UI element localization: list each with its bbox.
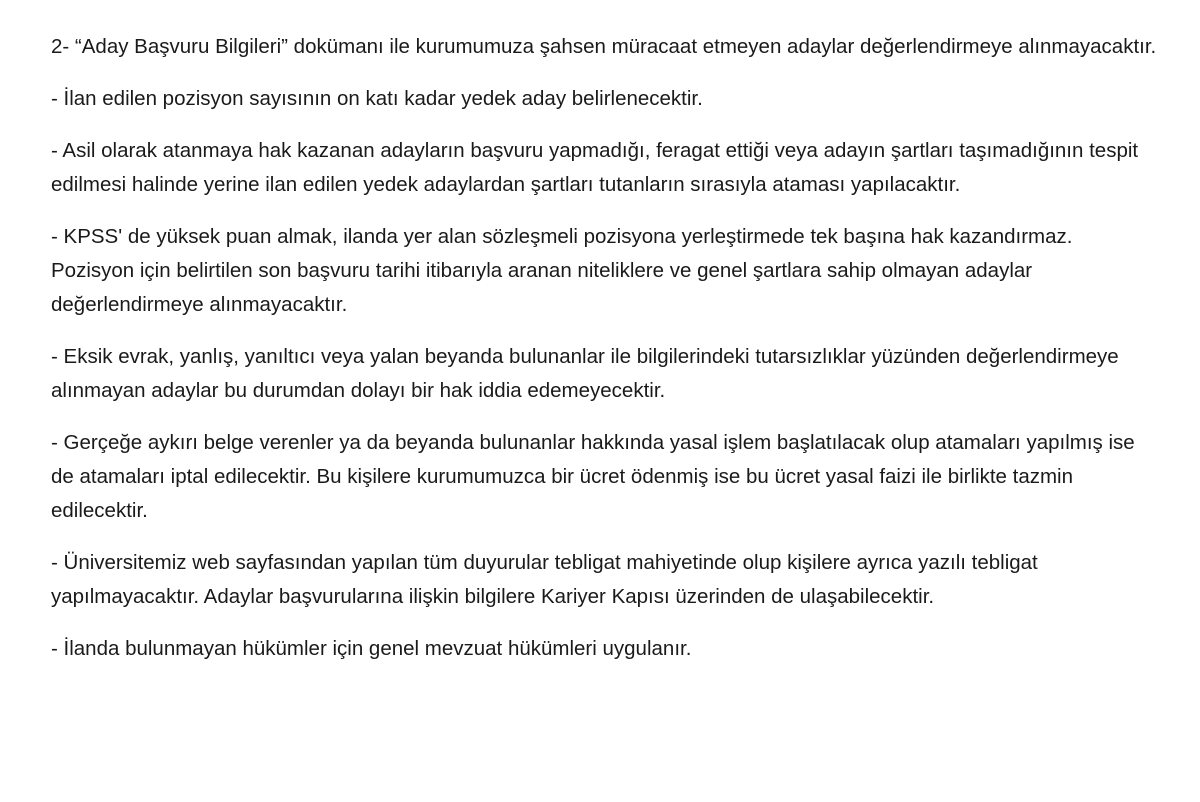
paragraph-substitute-appointment: - Asil olarak atanmaya hak kazanan adayların başvuru yapmadığı, feragat ettiği veya adayın şartları taşımadığının tespit edilmesi halinde yerine ilan edilen yedek adaylardan şartları tutanların sırasıyla ataması yapılacaktır.: [51, 139, 1139, 196]
paragraph-missing-documents: - Eksik evrak, yanlış, yanıltıcı veya yalan beyanda bulunanlar ile bilgilerindeki tutarsızlıklar yüzünden değerlendirmeye alınmayan adaylar bu durumdan dolayı bir hak iddia edemeyecektir.: [51, 345, 1119, 402]
paragraph-general-legislation: - İlanda bulunmayan hükümler için genel mevzuat hükümleri uygulanır.: [51, 637, 692, 660]
document-page: [51, 30, 1161, 684]
paragraph-announcements: - Üniversitemiz web sayfasından yapılan tüm duyurular tebligat mahiyetinde olup kişilere ayrıca yazılı tebligat yapılmayacaktır. Adaylar başvurularına ilişkin bilgilere Kariyer Kapısı üzerinden de ulaşabilecektir.: [51, 551, 1038, 608]
paragraph-kpss-score: - KPSS' de yüksek puan almak, ilanda yer alan sözleşmeli pozisyona yerleştirmede tek başına hak kazandırmaz. Pozisyon için belirtilen son başvuru tarihi itibarıyla aranan niteliklere ve genel şartlara sahip olmayan adaylar değerlendirmeye alınmayacaktır.: [51, 225, 1073, 316]
paragraph-application-info: 2- “Aday Başvuru Bilgileri” dokümanı ile kurumumuza şahsen müracaat etmeyen adaylar değerlendirmeye alınmayacaktır.: [51, 35, 1157, 58]
paragraph-reserve-candidates: - İlan edilen pozisyon sayısının on katı kadar yedek aday belirlenecektir.: [51, 87, 703, 110]
paragraph-false-documents: - Gerçeğe aykırı belge verenler ya da beyanda bulunanlar hakkında yasal işlem başlatılacak olup atamaları yapılmış ise de atamaları iptal edilecektir. Bu kişilere kurumumuzca bir ücret ödenmiş ise bu ücret yasal faizi ile birlikte tazmin edilecektir.: [51, 431, 1135, 522]
